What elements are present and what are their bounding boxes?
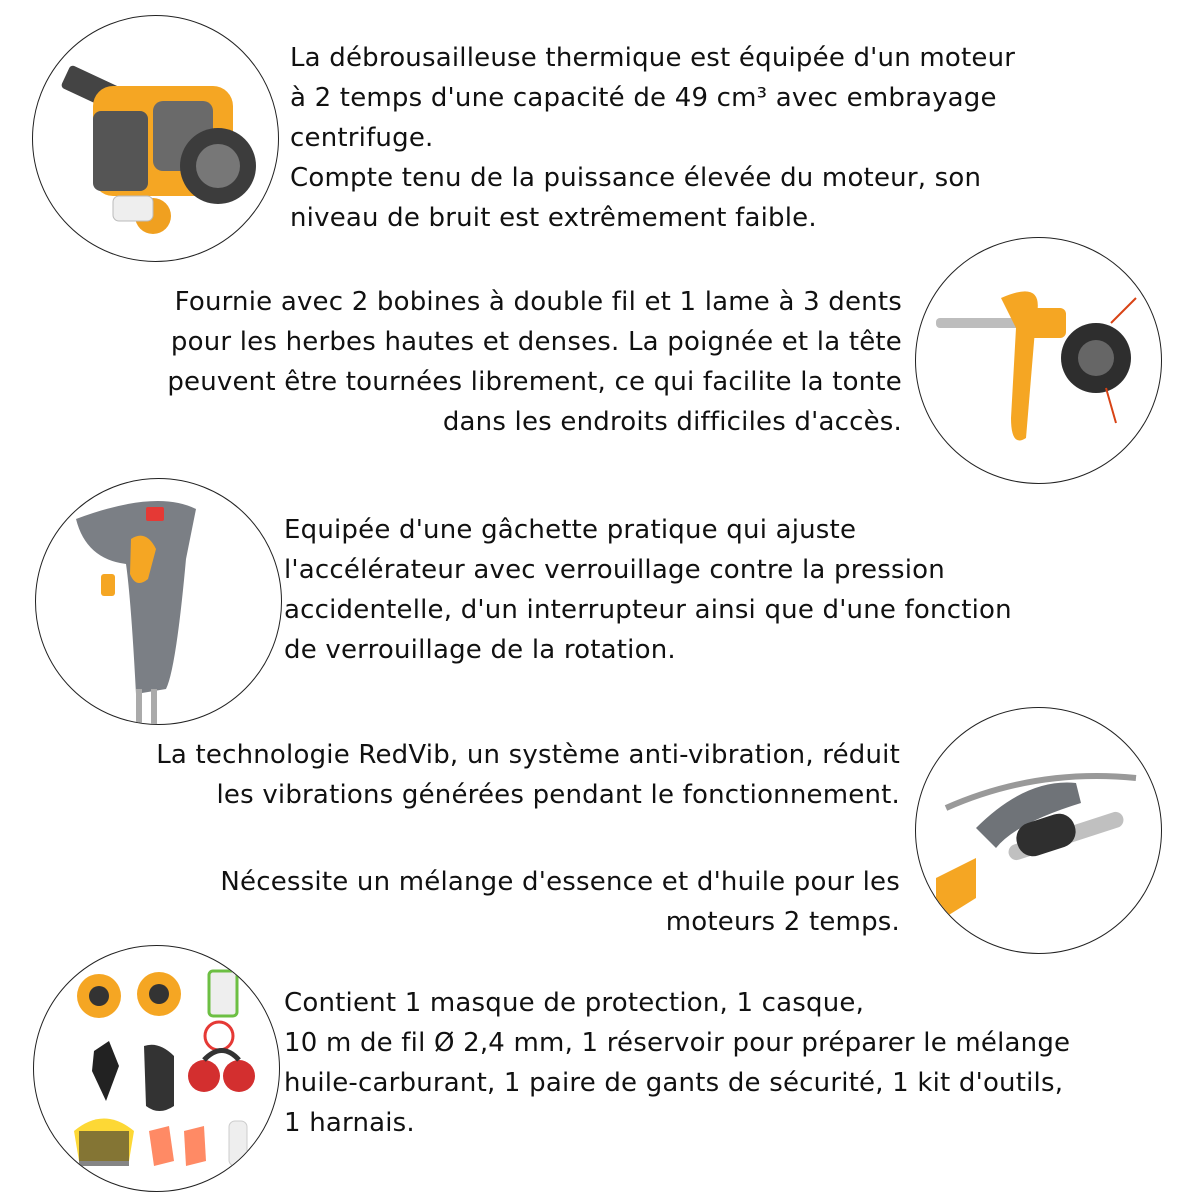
head-description bbox=[167, 282, 902, 442]
text-line: centrifuge. bbox=[290, 123, 434, 153]
accessories-kit-icon bbox=[34, 946, 279, 1191]
head-image bbox=[915, 237, 1162, 484]
vibration-image bbox=[915, 707, 1162, 954]
text-line: dans les endroits difficiles d'accès. bbox=[442, 407, 902, 437]
text-line: peuvent être tournées librement, ce qui facilite la tonte bbox=[167, 367, 902, 397]
text-line: La technologie RedVib, un système anti-vibration, réduit bbox=[156, 740, 900, 770]
text-line: 10 m de fil Ø 2,4 mm, 1 réservoir pour préparer le mélange bbox=[284, 1028, 1071, 1058]
text-line: Fournie avec 2 bobines à double fil et 1 lame à 3 dents bbox=[174, 287, 902, 317]
text-line: à 2 temps d'une capacité de 49 cm³ avec embrayage bbox=[290, 83, 997, 113]
text-line: les vibrations générées pendant le fonctionnement. bbox=[216, 780, 900, 810]
text-line: de verrouillage de la rotation. bbox=[284, 635, 676, 665]
contents-description bbox=[284, 983, 1070, 1143]
handle-description bbox=[284, 510, 1012, 670]
text-line: Nécessite un mélange d'essence et d'huile pour les bbox=[220, 867, 900, 897]
cutting-head-icon bbox=[916, 238, 1161, 483]
text-line: 1 harnais. bbox=[284, 1108, 415, 1138]
text-line: l'accélérateur avec verrouillage contre la pression bbox=[284, 555, 945, 585]
contents-image bbox=[33, 945, 280, 1192]
text-line: huile-carburant, 1 paire de gants de sécurité, 1 kit d'outils, bbox=[284, 1068, 1064, 1098]
handle-image bbox=[35, 478, 282, 725]
text-line: La débrousailleuse thermique est équipée d'un moteur bbox=[290, 43, 1016, 73]
engine-icon bbox=[33, 16, 278, 261]
antivibration-handle-icon bbox=[916, 708, 1161, 953]
engine-description bbox=[290, 38, 1015, 238]
text-line: pour les herbes hautes et denses. La poignée et la tête bbox=[170, 327, 902, 357]
trigger-handle-icon bbox=[36, 479, 281, 724]
text-line: moteurs 2 temps. bbox=[665, 907, 900, 937]
text-line: Compte tenu de la puissance élevée du moteur, son bbox=[290, 163, 982, 193]
text-line: Equipée d'une gâchette pratique qui ajuste bbox=[284, 515, 857, 545]
text-line: accidentelle, d'un interrupteur ainsi que d'une fonction bbox=[284, 595, 1012, 625]
fuel-note bbox=[220, 862, 900, 942]
vibration-description bbox=[156, 735, 900, 815]
engine-image bbox=[32, 15, 279, 262]
text-line: niveau de bruit est extrêmement faible. bbox=[290, 203, 817, 233]
text-line: Contient 1 masque de protection, 1 casque, bbox=[284, 988, 865, 1018]
